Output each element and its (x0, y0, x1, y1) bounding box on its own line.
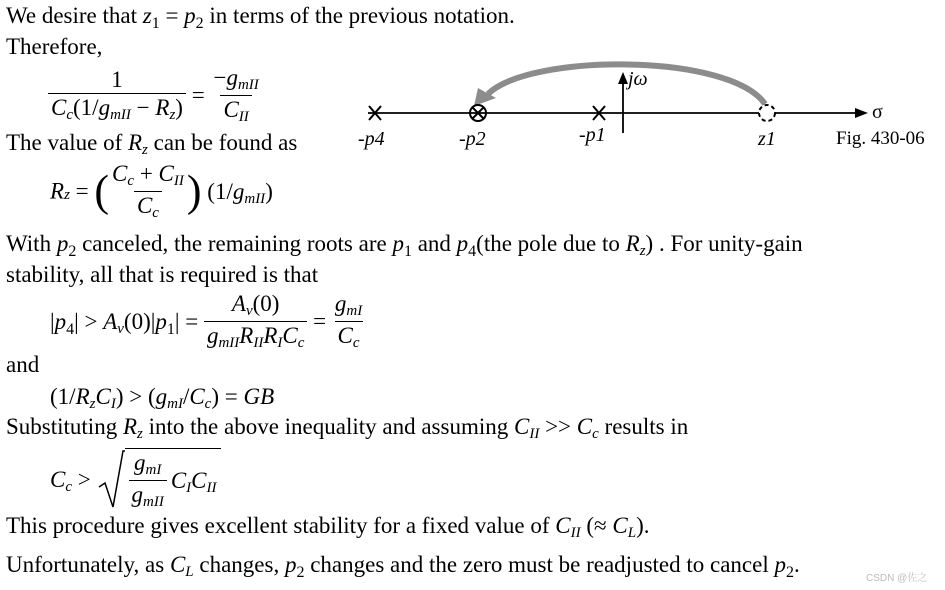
label-p2: -p2 (459, 128, 486, 150)
sqrt-sign-icon (97, 449, 125, 511)
jw-arrowhead-icon (618, 72, 628, 84)
equation-cancel-condition: $\frac{1}{\text{Cc(1/gmII − Rz)}}$ = $\frac{\text{−gmII}}{\text{CII}}$ (48, 64, 262, 127)
text-substituting: Substituting Rz into the above inequality and assuming CII >> Cc results in (6, 414, 689, 442)
text-rz-found: The value of Rz can be found as (6, 130, 298, 158)
text-therefore: Therefore, (6, 34, 103, 59)
text-line-1: We desire that $z_1 = p_2$ in terms of the previous notation. (6, 3, 515, 32)
label-p1: -p1 (579, 124, 606, 146)
text-unfortunately: Unfortunately, as CL changes, $p_2$ changes and the zero must be readjusted to cancel $p_2$. (6, 552, 800, 581)
figure-number: Fig. 430-06 (836, 128, 925, 149)
text-stability: stability, all that is required is that (6, 262, 319, 287)
jw-label: jω (628, 68, 648, 90)
cancel-arrow (488, 64, 765, 104)
equation-rz: Rz = ( $\frac{\text{Cc + CII}}{Cc}$ ) (1/gmII) (50, 161, 273, 221)
equation-p4-condition: $|p_4| > Av(0)|p_1|$ = $\frac{Av(0)}{\text{gmIIRIIRICc}}$ = $\frac{\text{gmI}}{Cc}$ (50, 291, 363, 351)
equation-gb-condition: (1/RzCI) > (gmI/Cc) = GB (50, 384, 275, 412)
text-procedure: This procedure gives excellent stability for a fixed value of CII (≈ CL). (6, 513, 650, 541)
sigma-label: σ (872, 101, 883, 123)
watermark: CSDN @佐之 (866, 573, 928, 584)
text-and: and (6, 352, 40, 377)
zero-z1-icon (759, 105, 775, 121)
label-p4: -p4 (358, 128, 385, 150)
label-z1: z1 (758, 128, 776, 150)
equation-cc-sqrt: Cc > $\frac{\text{gmI}}{\text{gmII}}$ CICII (50, 448, 221, 512)
sigma-arrowhead-icon (855, 108, 868, 118)
text-p2-canceled: With $p_2$ canceled, the remaining roots are $p_1$ and $p_4(the$ pole due to Rz) . For unity-gain (6, 231, 803, 260)
